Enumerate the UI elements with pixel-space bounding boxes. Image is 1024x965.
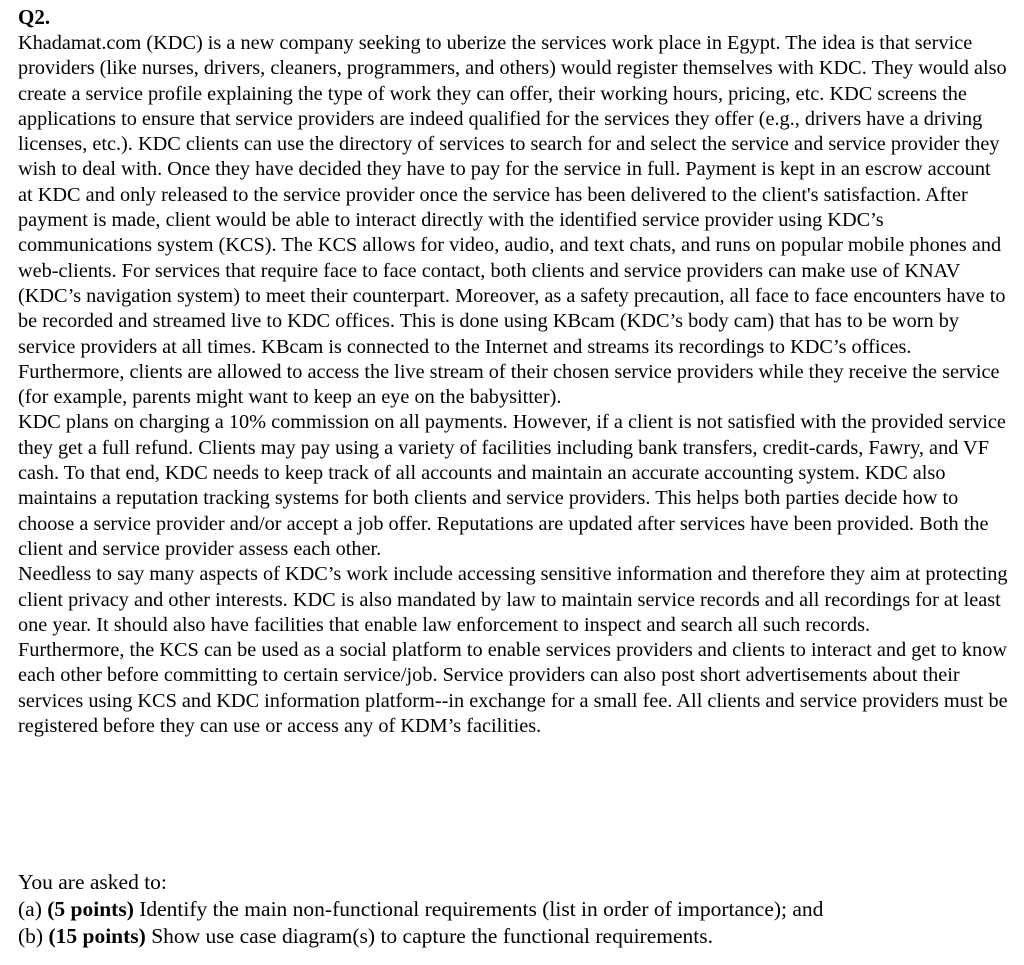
task-points: (5 points) <box>47 897 134 921</box>
task-letter: (b) <box>18 924 44 948</box>
paragraph-payments-reputation: KDC plans on charging a 10% commission on all payments. However, if a client is not satisfied with the provided service they get a full refund. Clients may pay using a variety of facilities including bank transfers, credit-cards, Fawry, and VF cash. To that end, KDC needs to keep track of all accounts and maintain an accurate accounting system. KDC also maintains a reputation tracking systems for both clients and service providers. This helps both parties decide how to choose a service provider and/or accept a job offer. Reputations are updated after services have been provided. Both the client and service provider assess each other. <box>18 411 1006 560</box>
task-text: Identify the main non-functional requirements (list in order of importance); and <box>139 897 824 921</box>
task-points: (15 points) <box>48 924 146 948</box>
question-heading: Q2. <box>18 5 51 29</box>
paragraph-privacy-legal: Needless to say many aspects of KDC’s work include accessing sensitive information and therefore they aim at protecting client privacy and other interests. KDC is also mandated by law to maintain service records and all recordings for at least one year. It should also have facilities that enable law enforcement to inspect and search all such records. <box>18 563 1008 636</box>
task-intro: You are asked to: <box>18 870 167 894</box>
task-list <box>18 869 1008 950</box>
question-body <box>18 31 1008 739</box>
task-text: Show use case diagram(s) to capture the functional requirements. <box>151 924 713 948</box>
task-item-a <box>18 896 1008 923</box>
task-letter: (a) <box>18 897 42 921</box>
paragraph-social-platform: Furthermore, the KCS can be used as a social platform to enable services providers and clients to interact and get to know each other before committing to certain service/job. Service providers can also post short advertisements about their services using KCS and KDC information platform--in exchange for a small fee. All clients and service providers must be registered before they can use or access any of KDM’s facilities. <box>18 639 1008 738</box>
task-item-b <box>18 923 1008 950</box>
paragraph-service-overview: Khadamat.com (KDC) is a new company seeking to uberize the services work place in Egypt. The idea is that service providers (like nurses, drivers, cleaners, programmers, and others) would register themselves with KDC. They would also create a service profile explaining the type of work they can offer, their working hours, pricing, etc. KDC screens the applications to ensure that service providers are indeed qualified for the services they offer (e.g., drivers have a driving licenses, etc.). KDC clients can use the directory of services to search for and select the service and service provider they wish to deal with. Once they have decided they have to pay for the service in full. Payment is kept in an escrow account at KDC and only released to the service provider once the service has been delivered to the client's satisfaction. After payment is made, client would be able to interact directly with the identified service provider using KDC’s communications system (KCS). The KCS allows for video, audio, and text chats, and runs on popular mobile phones and web-clients. For services that require face to face contact, both clients and service providers can make use of KNAV (KDC’s navigation system) to meet their counterpart. Moreover, as a safety precaution, all face to face encounters have to be recorded and streamed live to KDC offices. This is done using KBcam (KDC’s body cam) that has to be worn by service providers at all times. KBcam is connected to the Internet and streams its recordings to KDC’s offices. Furthermore, clients are allowed to access the live stream of their chosen service providers while they receive the service (for example, parents might want to keep an eye on the babysitter). <box>18 32 1007 409</box>
